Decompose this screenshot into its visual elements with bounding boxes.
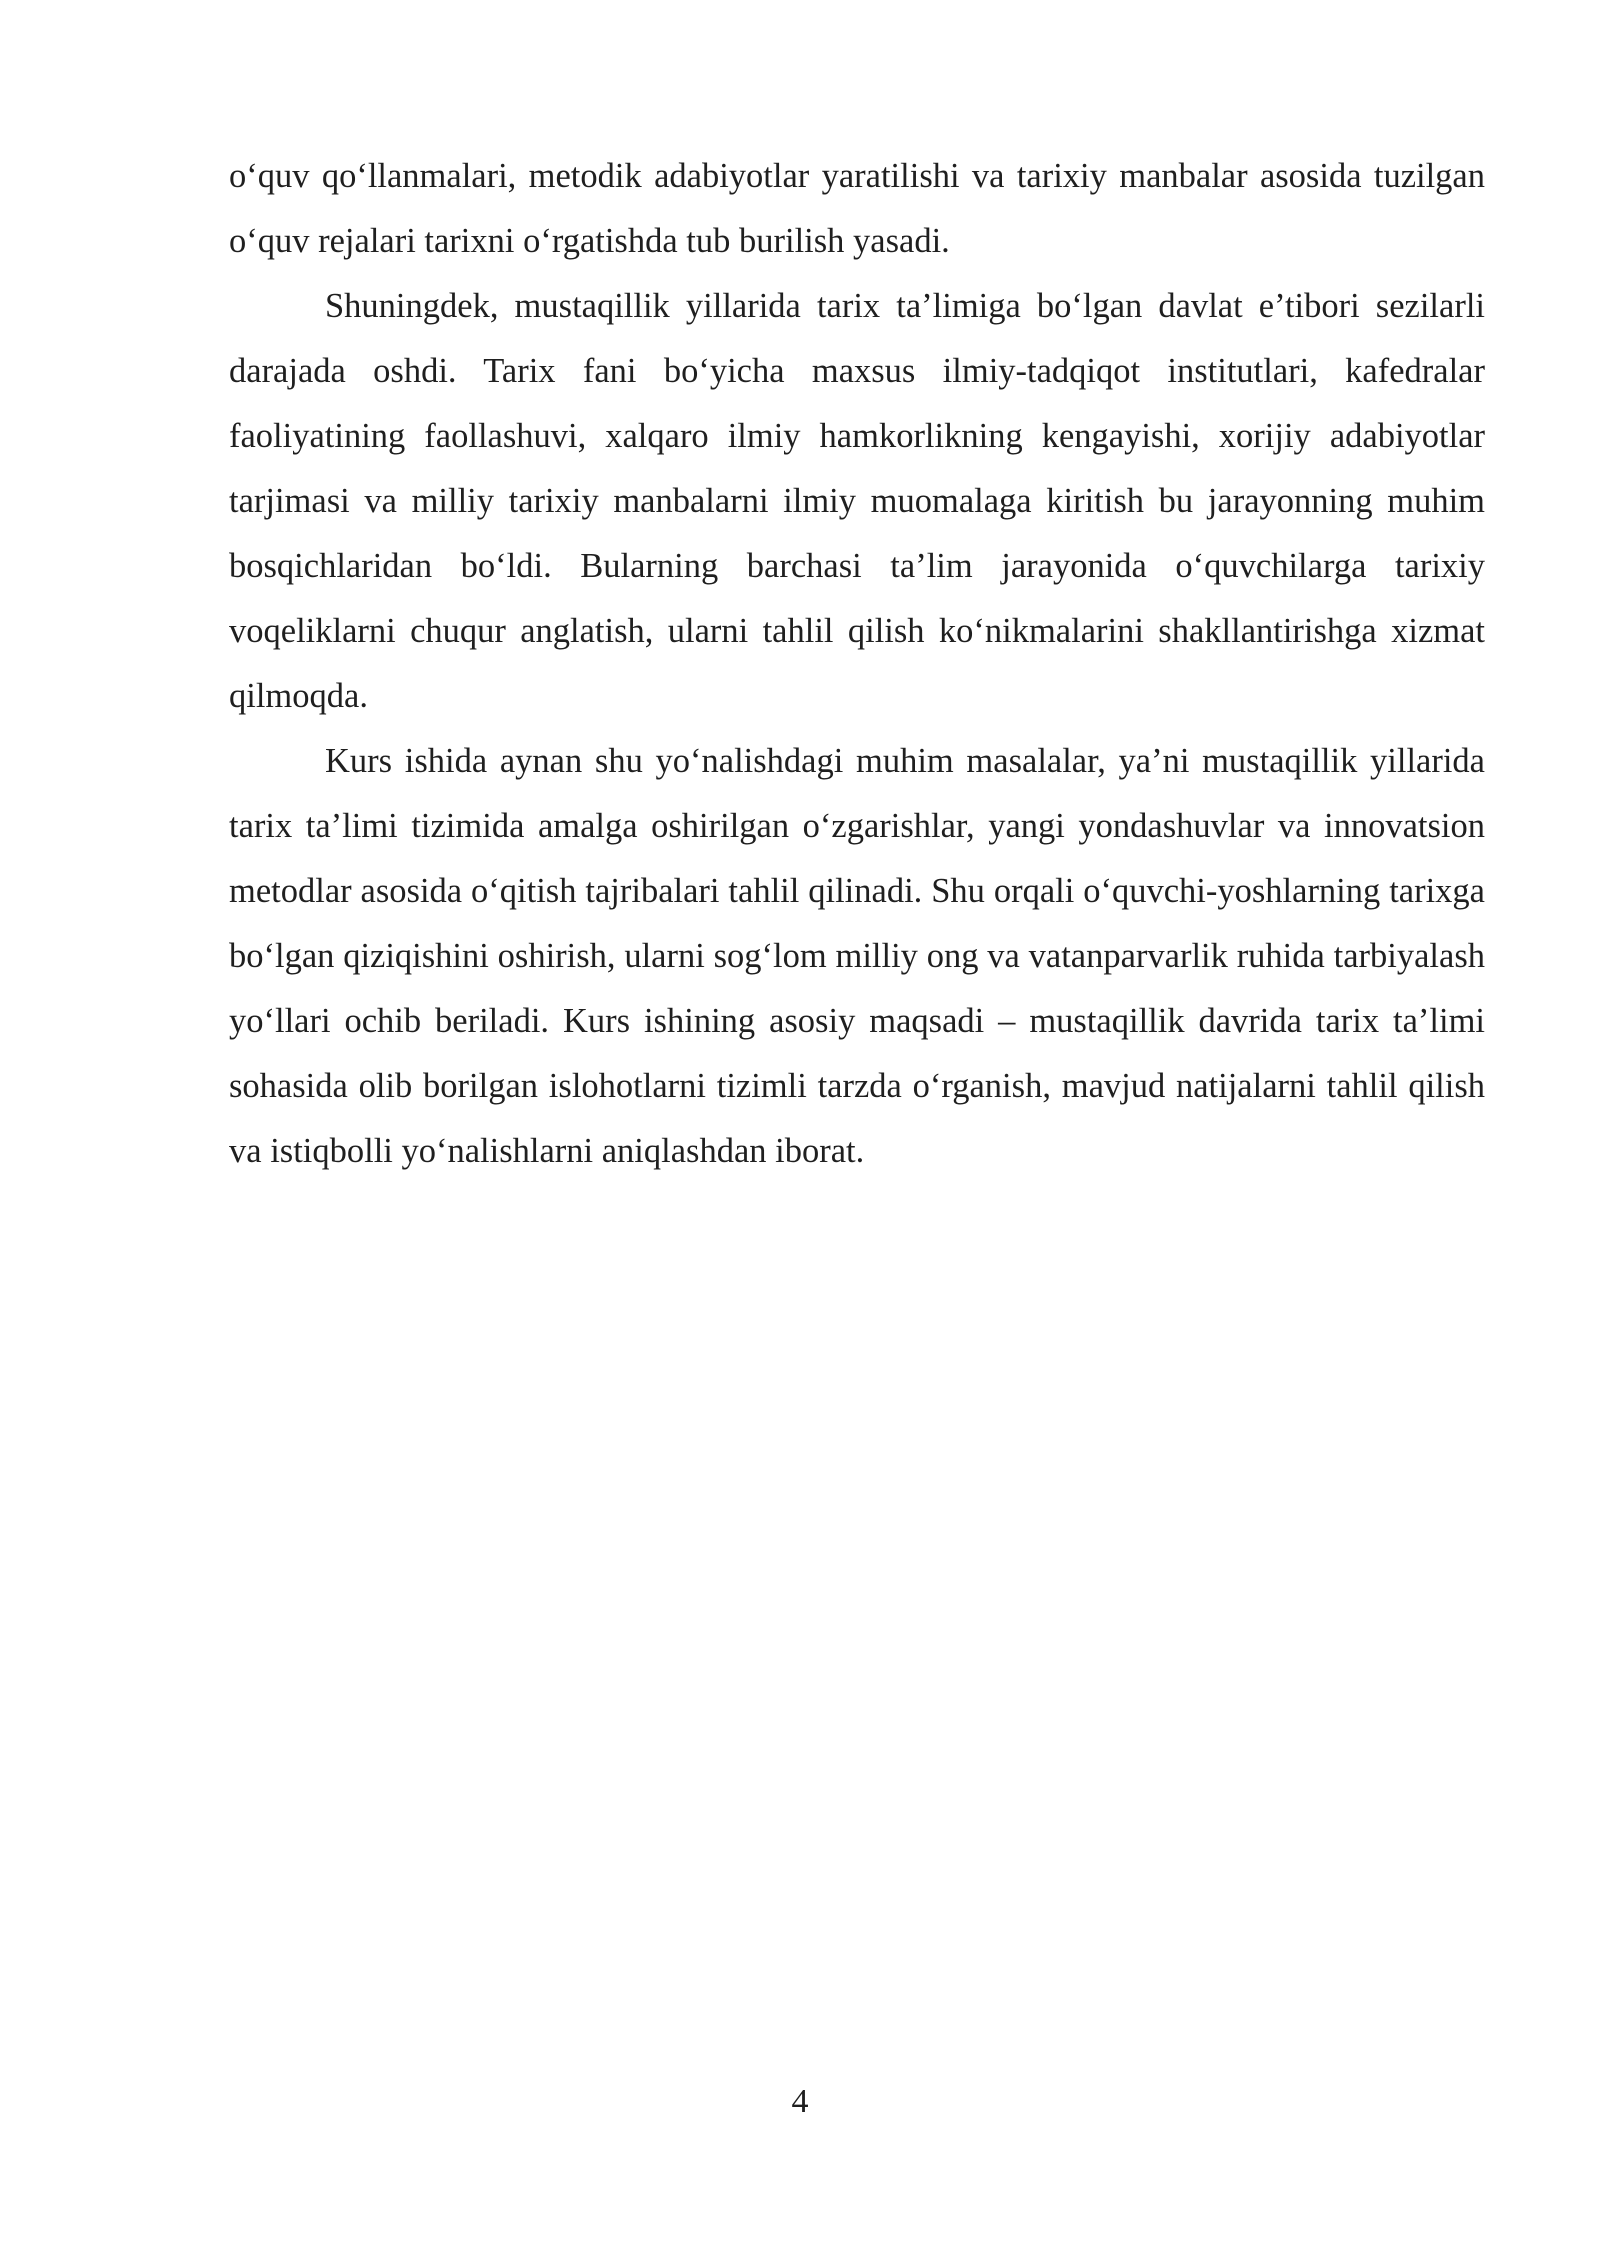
body-text — [229, 144, 1485, 1184]
paragraph-course-goal: Kurs ishida aynan shu yo‘nalishdagi muhim masalalar, ya’ni mustaqillik yillarida tarix ta’limi tizimida amalga oshirilgan o‘zgarishlar, yangi yondashuvlar va innovatsion metodlar asosida o‘qitish tajribalari tahlil qilinadi. Shu orqali o‘quvchi-yoshlarning tarixga bo‘lgan qiziqishini oshirish, ularni sog‘lom milliy ong va vatanparvarlik ruhida tarbiyalash yo‘llari ochib beriladi. Kurs ishining asosiy maqsadi – mustaqillik davrida tarix ta’limi sohasida olib borilgan islohotlarni tizimli tarzda o‘rganish, mavjud natijalarni tahlil qilish va istiqbolli yo‘nalishlarni aniqlashdan iborat. — [229, 742, 1485, 1170]
page-number: 4 — [791, 2083, 809, 2120]
paragraph-continuation: o‘quv qo‘llanmalari, metodik adabiyotlar yaratilishi va tarixiy manbalar asosida tuzilgan o‘quv rejalari tarixni o‘rgatishda tub burilish yasadi. — [229, 157, 1485, 260]
paragraph-state-attention: Shuningdek, mustaqillik yillarida tarix ta’limiga bo‘lgan davlat e’tibori sezilarli darajada oshdi. Tarix fani bo‘yicha maxsus ilmiy-tadqiqot institutlari, kafedralar faoliyatining faollashuvi, xalqaro ilmiy hamkorlikning kengayishi, xorijiy adabiyotlar tarjimasi va milliy tarixiy manbalarni ilmiy muomalaga kiritish bu jarayonning muhim bosqichlaridan bo‘ldi. Bularning barchasi ta’lim jarayonida o‘quvchilarga tarixiy voqeliklarni chuqur anglatish, ularni tahlil qilish ko‘nikmalarini shakllantirishga xizmat qilmoqda. — [229, 287, 1485, 715]
